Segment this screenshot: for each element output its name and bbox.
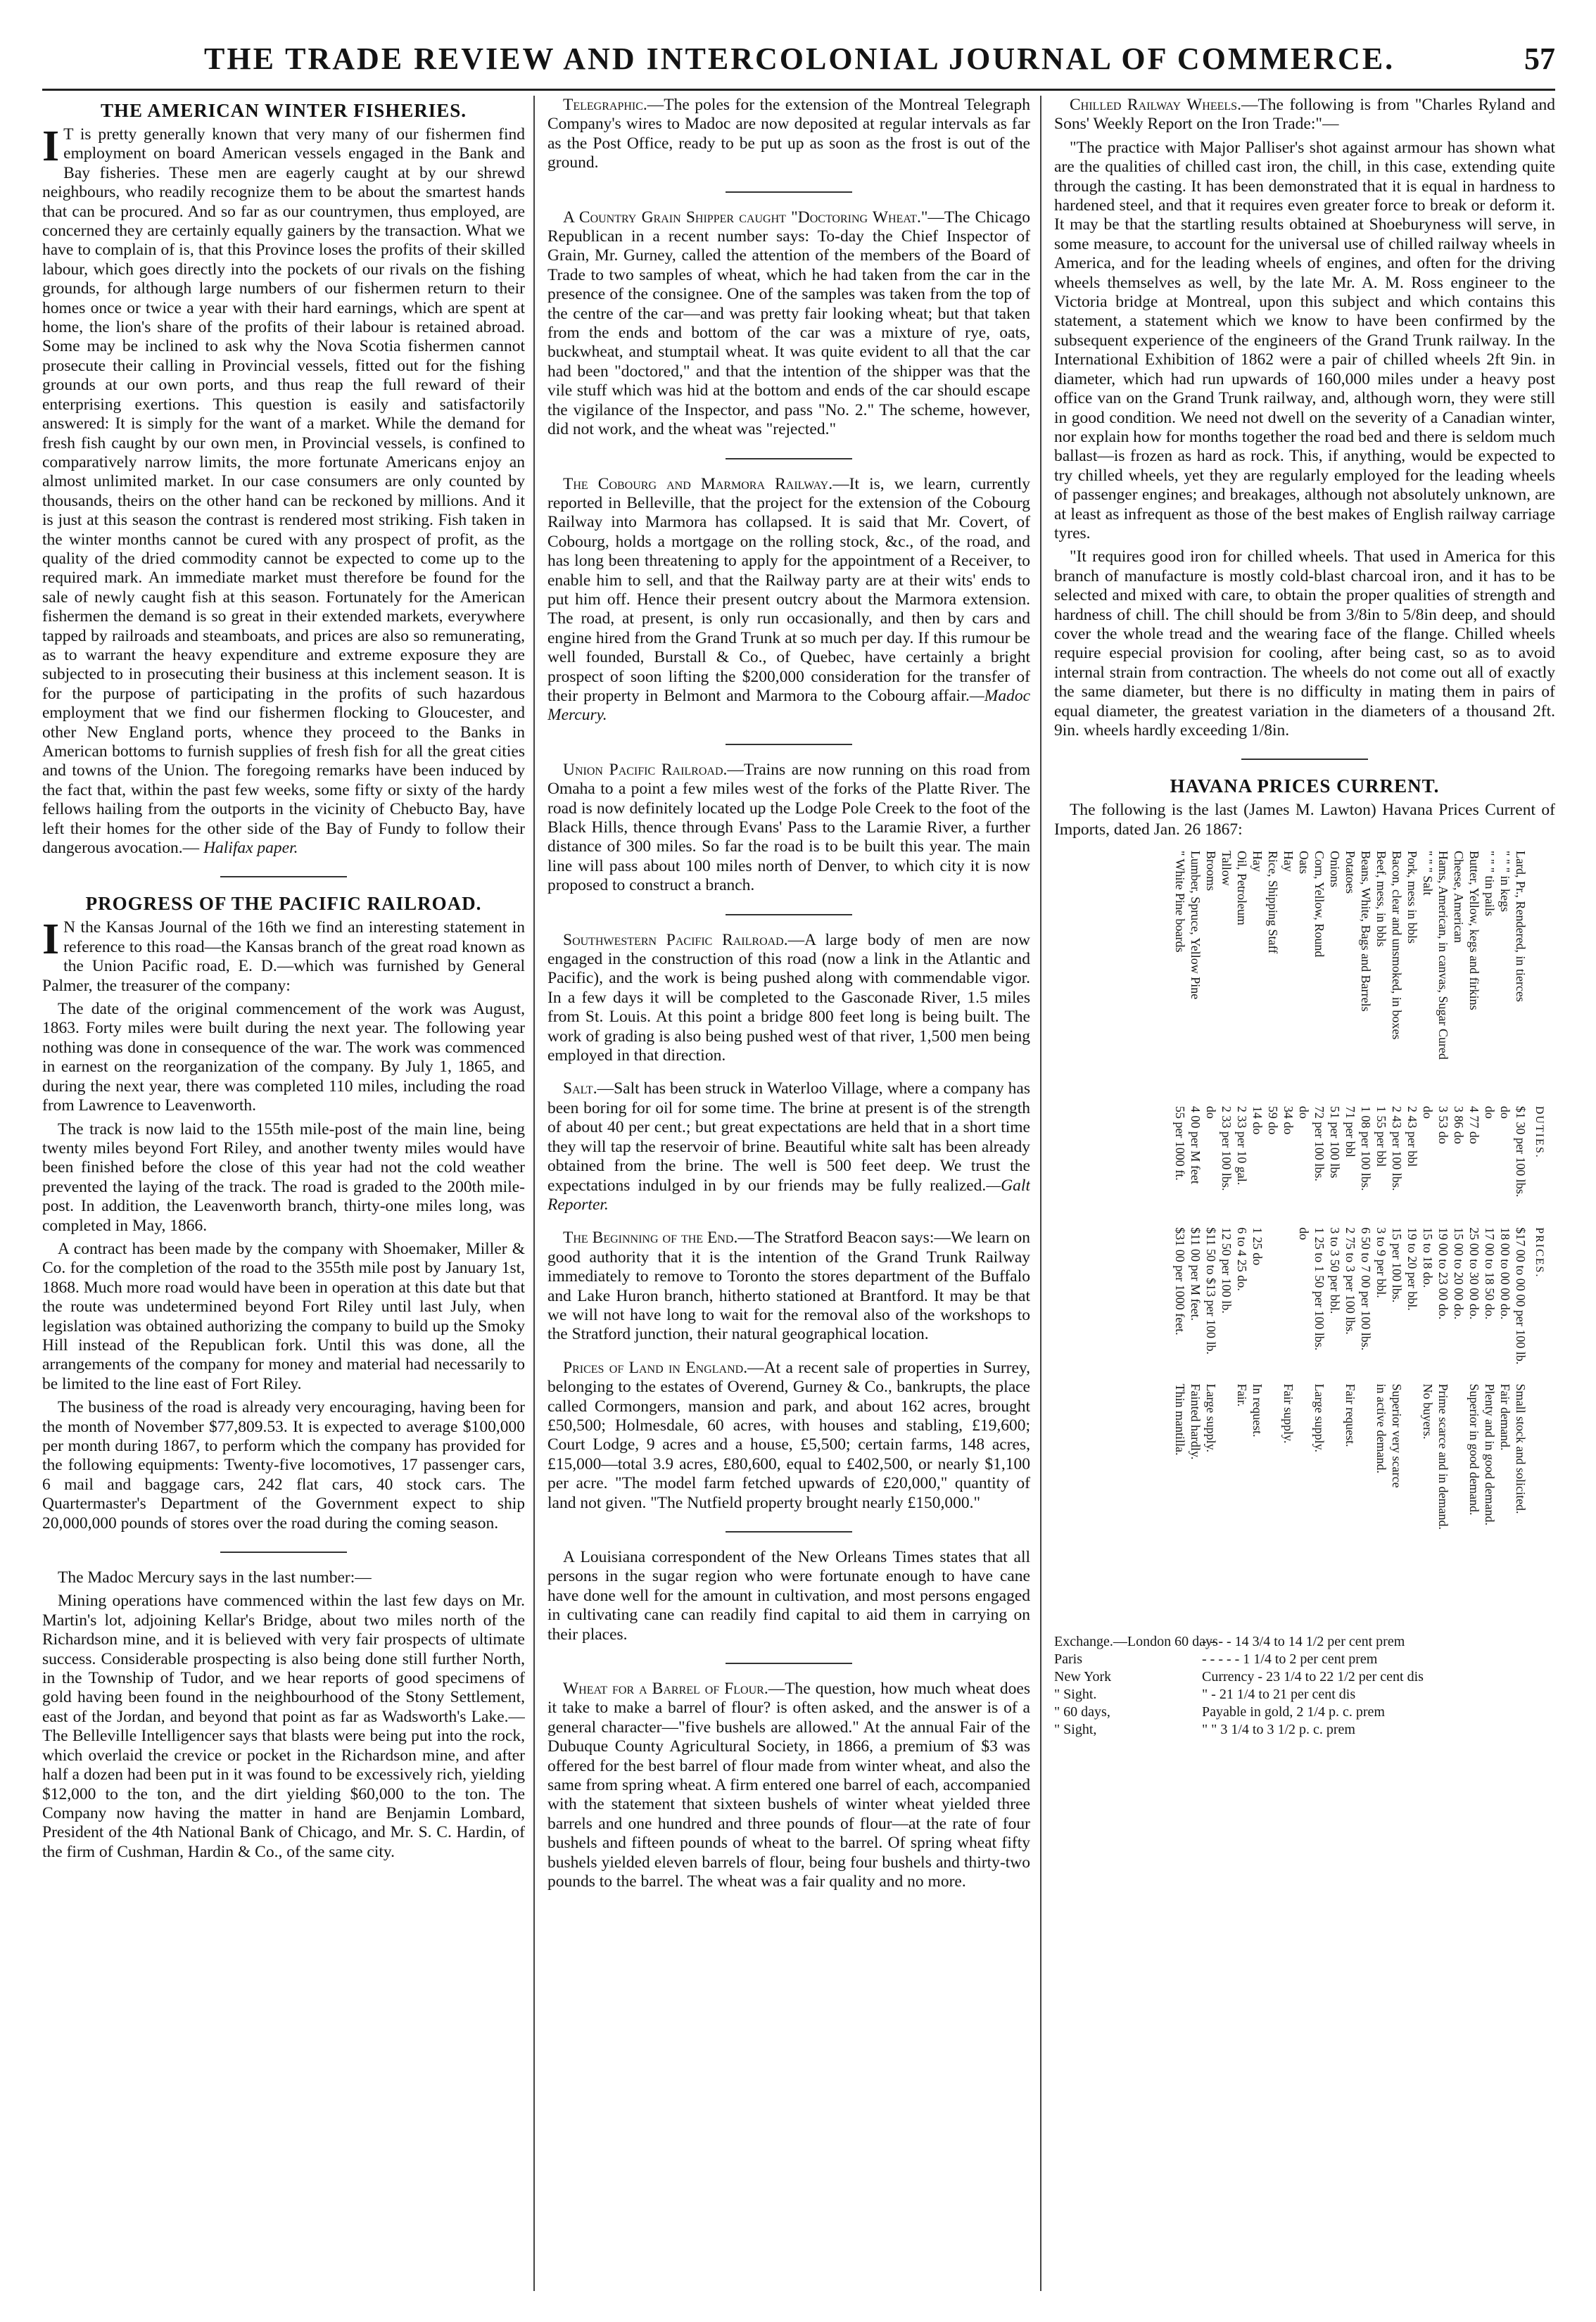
spacer (547, 1219, 1030, 1229)
duty-cell: 59 do (1266, 1106, 1280, 1135)
remark-cell: Small stock and solicited. (1514, 1383, 1528, 1514)
item-text: —Trains are now running on this road from Omaha to a point a few miles west of the forks of the Platte River. The road is now definitely located up the Lodge Pole Creek to the foot of the Black Hills, thence through Evans' Pass to the Laramie River, a further distance of 300 miles. So far the road is to be built this year. The main line will pass about 100 miles north of Denver, to which city it is now proposed to construct a branch. (547, 760, 1030, 895)
table-row (1389, 846, 1405, 1550)
item-text: —The question, how much wheat does it take to make a barrel of flour? is often asked, and the answer is of a general character—"five bushels are allowed." At the annual Fair of the Dubuque County Agricultural Society, in 1866, a premium of $3 was offered for the best barrel of flour made from winter wheat, and also the same from spring wheat. A firm entered one barrel of each, accompanied with the statement that sixteen bushels of winter wheat yielded three barrels and one hundred and three pounds of flour—at the rate of four bushels and fifteen pounds of wheat to the barrel. Of spring wheat fifty bushels yielded eleven barrels of flour, being four bushels and thirty-two pounds to the barrel. The wheat was a fair quality and no more. (547, 1680, 1030, 1891)
commodity-cell: Oats (1297, 851, 1311, 875)
price-cell: 1 25 do (1250, 1227, 1265, 1266)
exchange-rate: " - 21 1/4 to 21 per cent dis (1202, 1687, 1356, 1703)
price-cell: 3 to 3 50 per bbl. (1328, 1227, 1342, 1314)
price-cell: 6 50 to 7 00 per 100 lbs. (1359, 1227, 1373, 1351)
commodity-cell: " " " Salt (1421, 851, 1435, 896)
table-row (1343, 846, 1358, 1550)
exchange-row (1054, 1721, 1555, 1739)
commodity-cell: Onions (1328, 851, 1342, 888)
item-text: —The Chicago Republican in a recent number says: To-day the Chief Inspector of Grain, Mr. Gurney, called the attention of the members of the Board of Trade to two samples of wheat, which he had taken from the car in the presence of the consignee. One of the samples was taken from the top of the centre of the car—and was pretty fair looking wheat; but that taken from the ends and bottom of the car was a mixture of rye, oats, buckwheat, and stumptail wheat. It was quite evident to all that the car had been "doctored," and that the intention of the shipper was that the vile stuff which was hid at the bottom and ends of the car should escape the vigilance of the Inspector, and pass "No. 2." The scheme, however, did not work, and the wheat was "rejected." (547, 208, 1030, 439)
header-rule (42, 89, 1555, 91)
item-lead: Telegraphic. (563, 96, 647, 114)
fisheries-body (42, 122, 525, 858)
remark-cell (1219, 1380, 1234, 1550)
price-cell: 15 to 18 do. (1421, 1227, 1435, 1288)
price-cell: 19 to 20 per bbl. (1405, 1227, 1419, 1311)
remark-cell: Large supply. (1204, 1383, 1218, 1453)
table-row (1296, 846, 1312, 1550)
commodity-cell: Hay (1250, 851, 1265, 873)
article-divider (726, 914, 852, 915)
commodity-cell: Oil, Petroleum (1235, 851, 1249, 926)
commodity-cell: Rice, Shipping Staff (1266, 851, 1280, 954)
running-head (42, 35, 1562, 91)
pacific-paragraph: The track is now laid to the 155th mile-post of the main line, being twenty miles beyond Fort Riley, and another twenty miles would have been finished before the close of this year had not the cold weather prevented the laying of the track. The road is graded to the 200th mile-post. In addition, the Leavenworth branch, thirty-one miles long, was completed in May, 1866. (42, 1119, 525, 1235)
remarks-header (1528, 1380, 1547, 1550)
item-text: —Salt has been struck in Waterloo Village, where a company has been boring for oil for some time. The brine at present is of the strength of about 40 per cent.; but great expectations are held that in a short time they will tap the reservoir of brine. Beautiful white salt has been already obtained from the brine. The well is 500 feet deep. We trust the expectations indulged in by our friends may be fully realized. (547, 1079, 1030, 1195)
pacific-paragraph: The date of the original commencement of the work was August, 1863. Forty miles were built during the next year. The following year nothing was done in consequence of the war. The work was commenced in earnest on the reorganization of the company. By July 1, 1865, and during the next year, there was completed 110 miles, including the road from Lawrence to Leavenworth. (42, 1000, 525, 1115)
pacific-heading: PROGRESS OF THE PACIFIC RAILROAD. (85, 893, 482, 915)
commodity-cell: Pork, mess in bbls (1405, 851, 1419, 944)
exchange-row (1054, 1668, 1555, 1686)
item-lead: Wheat for a Barrel of Flour. (563, 1680, 768, 1699)
exchange-label: Paris (1054, 1651, 1082, 1668)
salt-item (547, 1079, 1030, 1214)
item-lead: Union Pacific Railroad. (563, 760, 728, 779)
remark-cell: Large supply. (1312, 1383, 1326, 1453)
price-cell: 3 to 9 per bbl. (1374, 1227, 1388, 1298)
remark-cell: Fair demand. (1498, 1383, 1512, 1451)
item-text: —The poles for the extension of the Montreal Telegraph Company's wires to Madoc are now deposited at regular intervals as far as the Post Office, ready to be put up as soon as the frost is out of the ground. (547, 96, 1030, 172)
remark-cell (1451, 1380, 1467, 1550)
duty-cell: 14 do (1250, 1106, 1265, 1135)
item-text: —The Stratford Beacon says:—We learn on good authority that it is the intention of the Grand Trunk Railway immediately to remove to Toronto the stores department of the Buffalo and Lake Huron branch, hitherto stationed at Brantford. It may be that we will not have long to wait for the removal also of the workshops to the Stratford junction, their natural geographical location. (547, 1229, 1030, 1344)
commodity-cell: Hams, American, in canvas, Sugar Cured (1436, 851, 1450, 1060)
spacer (547, 1349, 1030, 1359)
price-cell (1281, 1223, 1296, 1379)
duty-cell: 2 33 per 10 gal. (1235, 1106, 1249, 1186)
exchange-label: New York (1054, 1669, 1112, 1685)
spacer (547, 1070, 1030, 1079)
remark-cell: Fair request. (1343, 1383, 1357, 1447)
exchange-label: " Sight. (1054, 1687, 1097, 1703)
commodity-cell: Beans, White, Bags and Barrels (1359, 851, 1373, 1012)
item-lead: The Cobourg and Marmora Railway. (563, 474, 833, 493)
table-row (1281, 846, 1296, 1550)
chilled-wheels-paragraph: "The practice with Major Palliser's shot against armour has shown what are the qualities of chilled cast iron, the chill, in this case, extending quite through the casting. It has been demonstrated that it is equal in hardness to hardened steel, and that it requires even greater force to break or deform it. It may be that the startling results obtained at Shoeburyness will serve, in some measure, to account for the universal use of chilled railway wheels in America, and for the leading wheels of engines, and often for the driving wheels themselves as well, by the late Mr. A. M. Ross engineer to the Victoria bridge at Montreal, upon this subject and which contains this statement, a statement which we know to have been confirmed by the subsequent experience of the engineers of the Grand Trunk railway. In the International Exhibition of 1862 were a pair of chilled wheels 2ft 9in. in diameter, which had run upwards of 160,000 miles under a heavy post office van on the Grand Trunk railway, and, although worn, they were still in good condition. We need not dwell on the severity of a Canadian winter, nor explain how for months together the road bed and there is seldom much ballast—is frozen as hard as rock. This, if anything, would be expected to try chilled wheels, yet they are regularly employed for the leading wheels of passenger engines; and breakages, although not absolutely unknown, are at least as infrequent as those of the best makes of English railway carriage tyres. (1054, 138, 1555, 543)
exchange-row (1054, 1651, 1555, 1668)
table-row (1420, 846, 1436, 1550)
price-cell: 2 75 to 3 per 100 lbs. (1343, 1227, 1357, 1335)
pacific-text: N the Kansas Journal of the 16th we find an interesting statement in reference to this road—the Kansas branch of the great road known as the Union Pacific road, E. D.—which was furnished by General Palmer, the treasurer of the company: (42, 918, 525, 995)
louisiana-item: A Louisiana correspondent of the New Orleans Times states that all persons in the sugar region who were fortunate enough to have cane have done well for the amount in cultivation, and most persons engaged in cultivating cane can readily find capital to aid them in carrying on their places. (547, 1548, 1030, 1644)
table-row (1513, 846, 1528, 1550)
duties-header: DUTIES. (1533, 1106, 1545, 1159)
havana-heading: HAVANA PRICES CURRENT. (1170, 775, 1440, 797)
price-cell: $31 00 per 1000 feet. (1173, 1227, 1187, 1336)
item-lead: Southwestern Pacific Railroad. (563, 930, 788, 949)
commodity-cell: Lumber, Spruce, Yellow Pine (1189, 851, 1203, 1000)
article-divider (726, 191, 852, 193)
remark-cell (1358, 1380, 1374, 1550)
item-source: —Madoc Mercury. (547, 686, 1030, 725)
drop-cap: I (42, 122, 60, 170)
remark-cell (1265, 1380, 1281, 1550)
remark-cell: Fair. (1235, 1383, 1249, 1407)
table-row (1358, 846, 1374, 1550)
article-divider (726, 458, 852, 459)
commodity-cell: Corn, Yellow, Round (1312, 851, 1326, 958)
commodity-cell: " " " in kegs (1498, 851, 1512, 913)
duty-cell: $1 30 per 100 lbs. (1514, 1106, 1528, 1198)
table-row (1234, 846, 1250, 1550)
remark-cell: in active demand. (1374, 1383, 1388, 1474)
fisheries-text: T is pretty generally known that very many of our fishermen find employment on board American vessels engaged in the Bank and Bay fisheries. These men are eagerly caught at by our shrewd neighbours, who readily recognize them to be about the smartest hands that can be procured. And so far as our countrymen, thus employed, are concerned they are certainly equally gainers by the transaction. What we have to complain of is, that this Province loses the profits of their skilled labour, which goes directly into the pockets of our rivals on the fishing grounds, for although large numbers of our fishermen return to their homes once or twice a year with their hard earnings, which are spent at home, the lion's share of the profits of their labour is retained abroad. Some may be inclined to ask why the Nova Scotia fishermen cannot prosecute their calling in Provincial vessels, fitted out for the fishing grounds at our own ports, and thus reap the full reward of their enterprising exertions. This question is easily and satisfactorily answered: It is simply for the want of a market. While the demand for fresh fish caught by our own men, in Provincial vessels, is confined to comparatively narrow limits, the more fortunate Americans enjoy an almost unlimited market. In our case consumers are only counted by thousands, theirs on the other hand can be reckoned by millions. And it is just at this season the contrast is rendered most striking. Fish taken in the winter months cannot be cured with any prospect of profit, as the quality of the dried commodity cannot be expected to come up to the required mark. An immediate market must therefore be found for the sale of newly caught fish at this season. Fortunately for the American fishermen the demand is so great in their extended markets, everywhere tapped by railroads and steamboats, and prices are also so remunerating, as to warrant the heavy expenditure and extreme exposure they are subjected to in prosecuting their business at this inclement season. It is for the purpose of participating in the profits of such hazardous employment that we find our fishermen flocking to Gloucester, and other New England ports, whence they proceed to the Banks in American bottoms to furnish supplies of fresh fish for all the great cities and towns of the Union. The foregoing remarks have been induced by the fact that, within the past few weeks, some fifty or sixty of the hardy fellows hailing from the outports in the vicinity of Chebucto Bay, have left their homes for the other side of the Bay of Fundy to follow their dangerous avocation.— (42, 125, 525, 858)
price-cell: $11 00 per M feet. (1189, 1227, 1203, 1321)
item-source: —Galt Reporter. (547, 1176, 1030, 1214)
name-header (1528, 846, 1547, 1102)
remark-cell: Superior very scarce (1390, 1383, 1404, 1488)
remark-cell: Fair supply. (1281, 1383, 1296, 1444)
page-number: 57 (1524, 42, 1555, 76)
madoc-intro: The Madoc Mercury says in the last number:— (58, 1568, 372, 1587)
union-pacific-item (547, 761, 1030, 896)
havana-table-rotated (1054, 846, 1547, 1550)
exchange-row (1054, 1633, 1555, 1651)
cobourg-item (547, 475, 1030, 725)
item-lead: Chilled Railway Wheels. (1070, 96, 1241, 114)
price-cell: do (1297, 1227, 1311, 1241)
prices-header: PRICES. (1533, 1227, 1545, 1279)
price-cell: 15 per 100 lbs. (1390, 1227, 1404, 1303)
item-text: —At a recent sale of properties in Surrey, belonging to the estates of Overend, Gurney & Co., bankrupts, the place called Cormongers, mansion and park, and about 162 acres, brought £50,500; Holmesdale, 60 acres, with houses and stabling, £19,600; Court Lodge, 9 acres and a house, £5,500; certain farms, 148 acres, £15,000—total 3.9 acres, £80,600, equal to £402,500, or nearly $1,100 per acre. "The model farm fetched upwards of £20,000," quantity of land not given. "The Nutfield property brought nearly £150,000." (547, 1358, 1030, 1512)
commodity-cell: Butter, Yellow, kegs and firkins (1467, 851, 1481, 1010)
commodity-cell: Bacon, clear and unsmoked, in boxes (1390, 851, 1404, 1040)
price-cell: $11 50 to $13 per 100 lb. (1204, 1227, 1218, 1355)
duty-cell: 72 per 100 lbs. (1312, 1106, 1326, 1182)
duty-cell: 3 53 do (1436, 1106, 1450, 1145)
southwestern-item (547, 931, 1030, 1066)
table-row (1467, 846, 1482, 1550)
duty-cell: do (1498, 1106, 1512, 1119)
chilled-wheels-intro (1054, 96, 1555, 134)
article-divider (726, 744, 852, 745)
remark-cell: Plenty and in good demand. (1483, 1383, 1497, 1526)
journal-title: THE TRADE REVIEW AND INTERCOLONIAL JOURNAL OF COMMERCE. (204, 42, 1395, 76)
land-prices-item (547, 1359, 1030, 1513)
drop-cap: I (42, 915, 60, 964)
remark-cell: Superior in good demand. (1467, 1383, 1481, 1516)
table-row (1436, 846, 1451, 1550)
duty-cell: 4 00 per M feet (1189, 1106, 1203, 1185)
remark-cell: Prime scarce and in demand. (1436, 1383, 1450, 1530)
grain-item (547, 208, 1030, 440)
remark-cell: Fainted hardly. (1189, 1383, 1203, 1460)
remark-cell: Thin mantilla. (1173, 1383, 1187, 1456)
commodity-cell: " " " tin pails (1483, 851, 1497, 917)
madoc-body: Mining operations have commenced within the last few days on Mr. Martin's lot, adjoining Kellar's Bridge, about two miles north of the Richardson mine, and it is believed with very fair prospects of ultimate success. Considerable prospecting is also being done still further North, in the Township of Tudor, and we hear reports of good specimens of gold having been found in the neighbourhood of the Stony Settlement, east of the Jordan, and beyond that point as far as Wadsworth's Lake.—The Belleville Intelligencer says that blasts were being put into the rock, which overlaid the crevice or pocket in the Richardson mine, and after half a dozen had been put in it was found to be excessively rich, yielding $12,000 to the ton, and the dirt yielding $60,000 to the ton. The Company now having the matter in hand are Benjamin Lombard, President of the 4th National Bank of Chicago, and Mr. S. C. Hardin, of the firm of Cushman, Hardin & Co., of the same city. (42, 1592, 525, 1861)
column-2 (547, 96, 1030, 2298)
duty-cell: 2 33 per 100 lbs. (1220, 1106, 1234, 1191)
duty-cell: 2 43 per 100 lbs. (1390, 1106, 1404, 1191)
duty-cell: 4 77 do (1467, 1106, 1481, 1145)
duty-cell: 2 43 per bbl (1405, 1106, 1419, 1167)
commodity-cell: Beef, mess, in bbls (1374, 851, 1388, 947)
pacific-intro (42, 915, 525, 996)
commodity-cell: Lard, Pr., Rendered, in tierces (1514, 851, 1528, 1003)
beginning-item (547, 1229, 1030, 1344)
pacific-paragraph: A contract has been made by the company with Shoemaker, Miller & Co. for the completion of the road to the 355th mile post by January 1st, 1868. Much more road would have been in operation at this date but that the route was undetermined beyond Fort Riley until last July, when legislation was obtained authorizing the company to build up the Smoky Hill instead of the Republican fork. Until this was done, all the arrangements of the company for money and material had necessarily to be limited to the line east of Fort Riley. (42, 1239, 525, 1393)
price-cell: 25 00 to 30 00 do. (1467, 1227, 1481, 1320)
exchange-rate: - - - - - 1 1/4 to 2 per cent prem (1202, 1651, 1378, 1668)
exchange-row (1054, 1704, 1555, 1721)
exchange-rate: Currency - 23 1/4 to 22 1/2 per cent dis (1202, 1669, 1424, 1685)
article-divider (220, 876, 347, 877)
exchange-row (1054, 1686, 1555, 1704)
article-divider (726, 1531, 852, 1533)
price-cell: 6 to 4 25 do. (1235, 1227, 1249, 1291)
table-row (1312, 846, 1327, 1550)
table-row (1250, 846, 1265, 1550)
article-divider (1241, 759, 1368, 760)
chilled-wheels-paragraph: "It requires good iron for chilled wheels. That used in America for this branch of manufacture is mostly cold-blast charcoal iron, and it has to be selected and mixed with care, to obtain the proper qualities of strength and hardness of chill. The chill should be from 3/8in to 5/8in deep, and should cover the whole tread and the wearing face of the flange. Chilled wheels require especial provision for cooling, after being cast, so as to avoid internal strain from contraction. The wheels do not come out all of exactly the same diameter, but there is no difficulty in mating them in pairs of equal diameter, the greatest variation in the diameters of a thousand 2ft. 9in. wheels hardly exceeding 1/8in. (1054, 547, 1555, 740)
price-cell: 19 00 to 23 00 do. (1436, 1227, 1450, 1320)
item-text: —It is, we learn, currently reported in Belleville, that the project for the extension of the Cobourg Railway into Marmora has collapsed. It is said that Mr. Covert, of Cobourg, holds a mortgage on the rolling stock, &c., of the road, and has long been threatening to apply for the appointment of a Receiver, to enable him to sell, and that the Railway party are at their wits' ends to put him off. Hence their present outcry about the Marmora extension. The road, at present, is only run occasionally, and then by cars and engine hired from the Grand Trunk at so much per day. If this rumour be well founded, Burstall & Co., of Quebec, have certainly a bright prospect of soon lifting the $200,000 consideration for the transfer of their property in Belmont and Marmora to the Cobourg affair. (547, 474, 1030, 705)
commodity-cell: Cheese, American (1452, 851, 1466, 944)
fisheries-heading: THE AMERICAN WINTER FISHERIES. (100, 100, 467, 121)
table-row (1405, 846, 1420, 1550)
item-text: —The following is from "Charles Ryland and Sons' Weekly Report on the Iron Trade:"— (1054, 96, 1555, 134)
havana-table-body (1172, 846, 1528, 1550)
duty-cell: 51 per 100 lbs (1328, 1106, 1342, 1179)
duty-cell: 1 08 per 100 lbs. (1359, 1106, 1373, 1191)
duty-cell: do (1421, 1106, 1435, 1119)
exchange-label: " 60 days, (1054, 1704, 1110, 1720)
havana-prices-table (1172, 846, 1547, 1550)
table-row (1451, 846, 1467, 1550)
column-3 (1054, 96, 1555, 2298)
commodity-cell: " White Pine boards (1173, 851, 1187, 953)
duty-cell: do (1297, 1106, 1311, 1119)
commodity-cell: Tallow (1220, 851, 1234, 886)
price-cell: 18 00 to 00 00 do. (1498, 1227, 1512, 1320)
item-lead: Salt. (563, 1079, 597, 1098)
duty-cell: do (1483, 1106, 1497, 1119)
duty-cell: 55 per 1000 ft. (1173, 1106, 1187, 1181)
duty-cell: 71 per bbl (1343, 1106, 1357, 1158)
table-row (1374, 846, 1389, 1550)
remark-cell: No buyers. (1421, 1383, 1435, 1440)
exchange-rate: Payable in gold, 2 1/4 p. c. prem (1202, 1704, 1385, 1720)
table-row (1172, 846, 1188, 1550)
table-row (1219, 846, 1234, 1550)
article-divider (220, 1552, 347, 1553)
remark-cell (1296, 1380, 1312, 1550)
column-1 (42, 96, 525, 2298)
remark-cell (1405, 1380, 1420, 1550)
table-row (1203, 846, 1219, 1550)
item-lead: Prices of Land in England. (563, 1358, 748, 1377)
pacific-paragraph: The business of the road is already very encouraging, having been for the month of November $77,809.53. It is expected to average $100,000 per month during 1867, to perform which the company has provided for the following equipments: Twenty-five locomotives, 17 passenger cars, 6 mail and baggage cars, 242 flat cars, 40 stock cars. The Quartermaster's Department of the Government expect to ship 20,000,000 pounds of stores over the road during the coming season. (42, 1398, 525, 1533)
exchange-rates (1054, 1633, 1555, 1739)
item-lead: The Beginning of the End. (563, 1229, 738, 1248)
price-cell: $17 00 to 00 00 per 100 lb. (1514, 1227, 1528, 1365)
commodity-cell: Potatoes (1343, 851, 1357, 894)
fisheries-source: Halifax paper. (203, 839, 298, 858)
duty-cell: 1 55 per bbl (1374, 1106, 1388, 1167)
price-cell (1265, 1223, 1281, 1379)
duty-cell: do (1204, 1106, 1218, 1119)
duty-cell: 34 do (1281, 1106, 1296, 1135)
exchange-label: " Sight, (1054, 1722, 1097, 1738)
table-row (1497, 846, 1513, 1550)
table-row (1482, 846, 1497, 1550)
table-header-row (1528, 846, 1547, 1550)
item-lead: A Country Grain Shipper caught "Doctoring Wheat." (563, 208, 928, 227)
havana-intro: The following is the last (James M. Lawton) Havana Prices Current of Imports, dated Jan. 26 1867: (1054, 801, 1555, 839)
commodity-cell: Brooms (1204, 851, 1218, 892)
exchange-label: Exchange.—London 60 days (1054, 1634, 1218, 1650)
price-cell: 17 00 to 18 50 do. (1483, 1227, 1497, 1320)
havana-table-wrap (1054, 846, 1555, 1620)
price-cell: 15 00 to 20 00 do. (1452, 1227, 1466, 1320)
table-row (1188, 846, 1203, 1550)
telegraphic-item (547, 96, 1030, 173)
item-text: —A large body of men are now engaged in the construction of this road (now a link in the Atlantic and Pacific), and the work is being pushed along with commendable vigor. In a few days it will be completed to the Gasconade River, 1.5 miles from St. Louis. At this point a bridge 800 feet long is being built. The work of grading is also being pushed west of that river, 1,500 men being employed in that direction. (547, 930, 1030, 1065)
column-rule (1040, 96, 1041, 2291)
wheat-item (547, 1680, 1030, 1891)
remark-cell (1327, 1380, 1343, 1550)
article-divider (726, 1663, 852, 1664)
price-cell: 1 25 to 1 50 per 100 lbs. (1312, 1227, 1326, 1351)
commodity-cell: Hay (1281, 851, 1296, 873)
duty-cell: 3 86 do (1452, 1106, 1466, 1145)
table-row (1327, 846, 1343, 1550)
price-cell: 12 50 per 100 lb. (1220, 1227, 1234, 1314)
exchange-rate: - - - - 14 3/4 to 14 1/2 per cent prem (1202, 1634, 1405, 1650)
remark-cell: In request. (1250, 1383, 1265, 1438)
column-rule (533, 96, 535, 2291)
table-row (1265, 846, 1281, 1550)
exchange-rate: " " 3 1/4 to 3 1/2 p. c. prem (1202, 1722, 1355, 1738)
